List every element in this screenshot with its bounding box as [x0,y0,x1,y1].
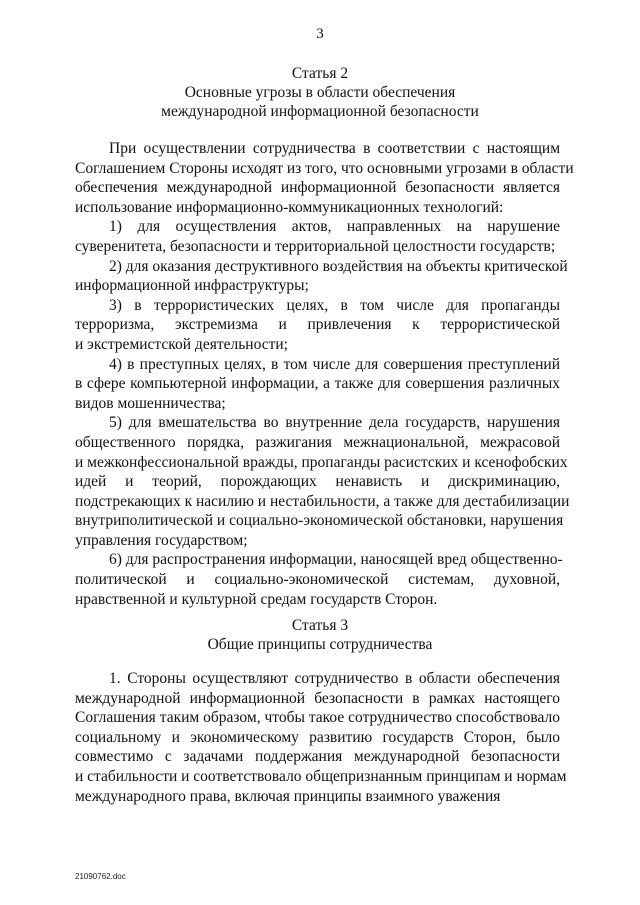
article-2-body [75,139,574,609]
paragraph [75,217,560,256]
text-line: и стабильности и соответствовало общепризнанным принципам и нормам [75,767,567,785]
text-line: При осуществлении сотрудничества в соответствии с настоящим [109,140,560,157]
footer-filename: 21090762.doc [75,872,126,881]
text-line: внутриполитической и социально-экономической обстановки, нарушения [75,512,564,530]
text-line: Соглашением Стороны исходят из того, что основными угрозами в области [75,159,574,177]
text-line: 2) для оказания деструктивного воздействия на объекты критической [109,257,568,275]
article-2-subtitle-line-1: Основные угрозы в области обеспечения [184,84,456,101]
text-line: общественного порядка, разжигания межнациональной, межрасовой [75,433,560,451]
text-line: подстрекающих к насилию и нестабильности, а также для дестабилизации [75,492,570,510]
text-line: международной информационной безопасности в рамках настоящего [75,689,560,707]
text-line: суверенитета, безопасности и территориальной целостности государств; [75,237,556,255]
text-line: обеспечения международной информационной безопасности является [75,179,560,197]
text-line: социальному и экономическому развитию государств Сторон, было [75,728,560,746]
text-line: управления государством; [75,531,248,549]
paragraph [75,296,560,355]
paragraph [75,355,560,414]
text-line: и межконфессиональной вражды, пропаганды расистских и ксенофобских [75,453,568,471]
text-line: использование информационно-коммуникационных технологий: [75,198,504,216]
paragraph [75,257,568,296]
text-line: 4) в преступных целях, в том числе для совершения преступлений [109,355,560,373]
text-line: совместимо с задачами поддержания международной безопасности [75,748,560,766]
text-line: терроризма, экстремизма и привлечения к террористической [75,316,560,334]
article-3-subtitle: Общие принципы сотрудничества [207,636,433,653]
article-3-body [75,669,567,806]
text-line: видов мошенничества; [75,394,226,412]
text-line: 3) в террористических целях, в том числе для пропаганды [109,296,560,314]
text-line: 6) для распространения информации, наносящей вред общественно- [109,551,563,569]
text-line: информационной инфраструктуры; [75,277,309,295]
text-line: идей и теорий, порождающих ненависть и дискриминацию, [75,473,560,491]
article-2-heading [0,64,640,121]
page-number: 3 [316,26,324,42]
text-line: 1. Стороны осуществляют сотрудничество в области обеспечения [109,670,560,687]
article-2-subtitle-line-2: международной информационной безопасности [161,103,479,120]
article-3-title: Статья 3 [291,617,349,634]
text-line: Соглашения таким образом, чтобы такое сотрудничество способствовало [75,709,560,727]
text-line: 5) для вмешательства во внутренние дела государств, нарушения [109,414,560,432]
text-line: политической и социально-экономической системам, духовной, [75,571,560,589]
paragraph [75,550,563,609]
article-2-title: Статья 2 [291,65,349,82]
text-line: и экстремистской деятельности; [75,335,288,353]
article-3-heading [0,616,640,654]
paragraph [75,139,574,217]
text-line: 1) для осуществления актов, направленных на нарушение [109,218,560,236]
text-line: нравственной и культурной средам государств Сторон. [75,590,438,608]
paragraph [75,413,570,550]
text-line: в сфере компьютерной информации, а также для совершения различных [75,375,560,393]
paragraph [75,669,567,806]
text-line: международного права, включая принципы взаимного уважения [75,787,501,805]
